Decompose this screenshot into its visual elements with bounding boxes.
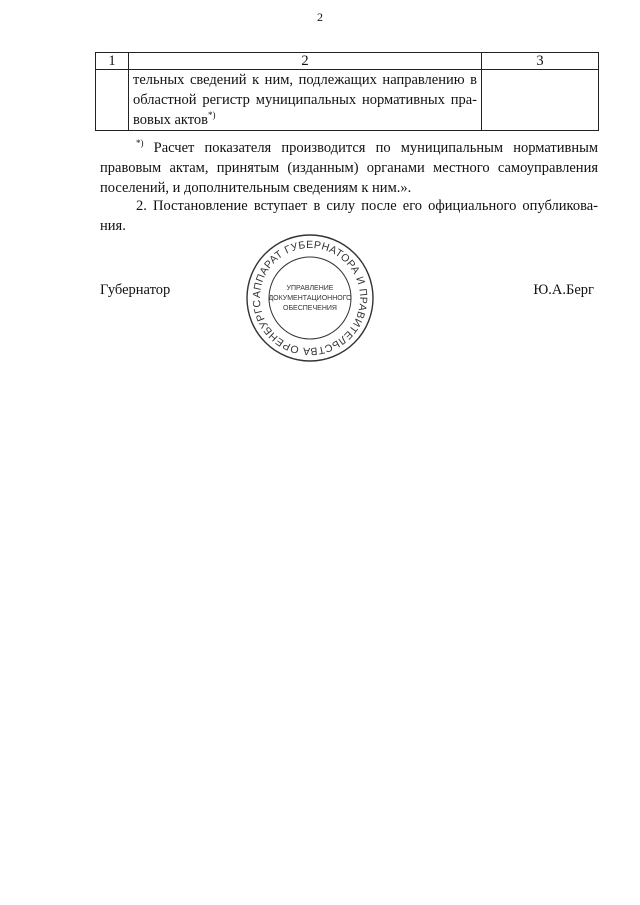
continued-table: [95, 52, 599, 131]
official-seal-stamp: [244, 232, 376, 364]
seal-ring-text: АППАРАТ ГУБЕРНАТОРА И ПРАВИТЕЛЬСТВА ОРЕНБУРГС: [250, 238, 370, 358]
table-cell-line: [133, 110, 477, 130]
table-cell-col-3: [482, 70, 599, 131]
table-cell-line: тельных сведений к ним, подлежащих направлению в: [133, 72, 477, 88]
signatory-title: Губернатор: [100, 282, 171, 298]
table-row: [96, 70, 599, 131]
table-cell-col-2: [129, 70, 482, 131]
footnote-paragraph: [100, 138, 598, 198]
table-header-col-2: 2: [129, 53, 482, 70]
footnote-reference: *): [208, 110, 216, 121]
clause-line: ния.: [100, 218, 126, 234]
table-cell-line: областной регистр муниципальных нормативных пра-: [133, 92, 477, 108]
table-header-row: [96, 53, 599, 70]
footnote-line: [100, 138, 598, 158]
clause-2-paragraph: [100, 196, 598, 236]
signatory-name: Ю.А.Берг: [533, 282, 594, 298]
footnote-line-text: Расчет показателя производится по муниципальным нормативным: [153, 140, 598, 156]
seal-icon: [244, 232, 376, 364]
table-header-col-3: 3: [482, 53, 599, 70]
table-header-col-1: 1: [96, 53, 129, 70]
footnote-line: правовым актам, принятым (изданным) органами местного самоуправления: [100, 160, 598, 176]
seal-center-line-3: ОБЕСПЕЧЕНИЯ: [283, 305, 337, 312]
clause-line: 2. Постановление вступает в силу после его официального опубликова-: [136, 198, 598, 214]
footnote-line: поселений, и дополнительным сведениям к ним.».: [100, 180, 412, 196]
table-cell-line-text: вовых актов: [133, 112, 208, 128]
page-number: 2: [317, 10, 323, 24]
seal-center-line-1: УПРАВЛЕНИЕ: [286, 285, 334, 292]
footnote-marker: *): [136, 138, 144, 149]
table-cell-col-1: [96, 70, 129, 131]
seal-center-line-2: ДОКУМЕНТАЦИОННОГО: [268, 295, 352, 302]
